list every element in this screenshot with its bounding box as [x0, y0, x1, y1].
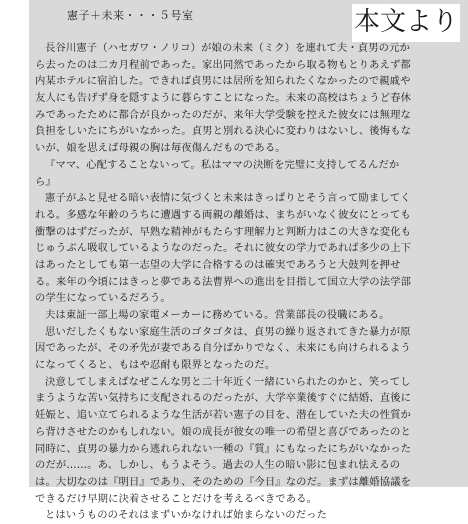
text-line: 妊娠と、追い立てられるような生活が若い憲子の目を、潜在していた夫の性質か: [35, 409, 412, 422]
text-line: ら背けさせたのかもしれない。娘の成長が彼女の唯一の希望と喜びであったのと: [35, 425, 411, 438]
text-line: 思いだしたくもない家庭生活のゴタゴタは、貞男の繰り返されてきた暴力が原: [45, 325, 411, 338]
text-line: の学生になっているだろう。: [35, 292, 171, 305]
text-line: 決意してしまえばなぜこんな男と二十年近く一緒にいられたのかと、笑ってし: [45, 375, 411, 388]
text-line: になってくると、もはや忍耐も限界となったのだ。: [35, 359, 276, 372]
text-line: みであったために都合が良かったのだが、来年大学受験を控えた彼女には無理な: [35, 108, 411, 121]
text-line: 友人にも告げず身を隠すように暮らすことになった。未来の高校はちょうど春休: [35, 92, 412, 105]
text-line: まうような苦い気持ちに支配されるのだったが、大学卒業後すぐに結婚、直後に: [35, 392, 412, 405]
text-line: は。大切なのは『明日』であり、そのための『今日』なのだ。まずは離婚協議を: [35, 475, 412, 488]
document-page: [29, 0, 468, 522]
text-line: 憲子がふと見せる暗い表情に気づくと未来はきっぱりとそう言って励ましてく: [45, 192, 411, 205]
text-line: 因であったが、その矛先が妻である自分ばかりでなく、未来にも向けられるよう: [35, 342, 411, 355]
body-text: [35, 40, 456, 524]
text-line: はあったとしても第一志望の大学に合格するのは確実であろうと大鼓判を押せ: [35, 258, 401, 271]
text-line: とはいうもののそれはまずいかなければ始まらないのだった: [45, 509, 328, 522]
excerpt-label: 本文より: [352, 4, 460, 42]
text-line: じゅうぶん吸収しているようなのだった。それに彼女の学力であれば多少の上下: [35, 242, 412, 255]
text-line: 内某ホテルに宿泊した。できれば貞男には居所を知られたくなかったので親戚や: [35, 75, 411, 88]
text-line: 夫は東証一部上場の家電メーカーに務めている。営業部長の役職にある。: [45, 309, 390, 321]
chapter-title: 憲子＋未来・・・５号室: [67, 9, 194, 22]
text-line: のだが……。あ、しかし、もうよそう。過去の人生の暗い影に包まれ怯えるの: [35, 459, 401, 472]
text-line: ら去ったのは二カ月程前であった。家出同然であったから取る物もとりあえず都: [35, 58, 411, 71]
text-line: 長谷川憲子（ハセガワ・ノリコ）が娘の未来（ミク）を連れて夫・貞男の元か: [45, 42, 411, 54]
text-line: ら』: [35, 175, 56, 188]
text-line: できるだけ早期に決着させることだけを考えるべきである。: [35, 492, 318, 505]
text-line: 同時に、貞男の暴力から逃れられない一種の『質』にもなったにちがいなかった: [35, 442, 412, 455]
text-line: れる。多感な年齢のうちに遭遇する両親の離婚は、まちがいなく彼女にとっても: [35, 208, 411, 221]
text-line: 『ママ、心配することないって。私はママの決断を完璧に支持してるんだか: [45, 158, 400, 171]
text-line: 衝撃のはずだったが、早熟な精神がもたらす理解力と判断力はこの大きな変化も: [35, 225, 412, 238]
text-line: 負担をしいたにちがいなかった。貞男と別れる決心に変わりはないし、後悔もな: [35, 125, 412, 138]
text-line: いが、娘を思えば母親の胸は毎夜傷んだものである。: [35, 142, 286, 155]
text-line: る。来年の今頃にはきっと夢である法曹界への進出を目指して国立大学の法学部: [35, 275, 412, 288]
